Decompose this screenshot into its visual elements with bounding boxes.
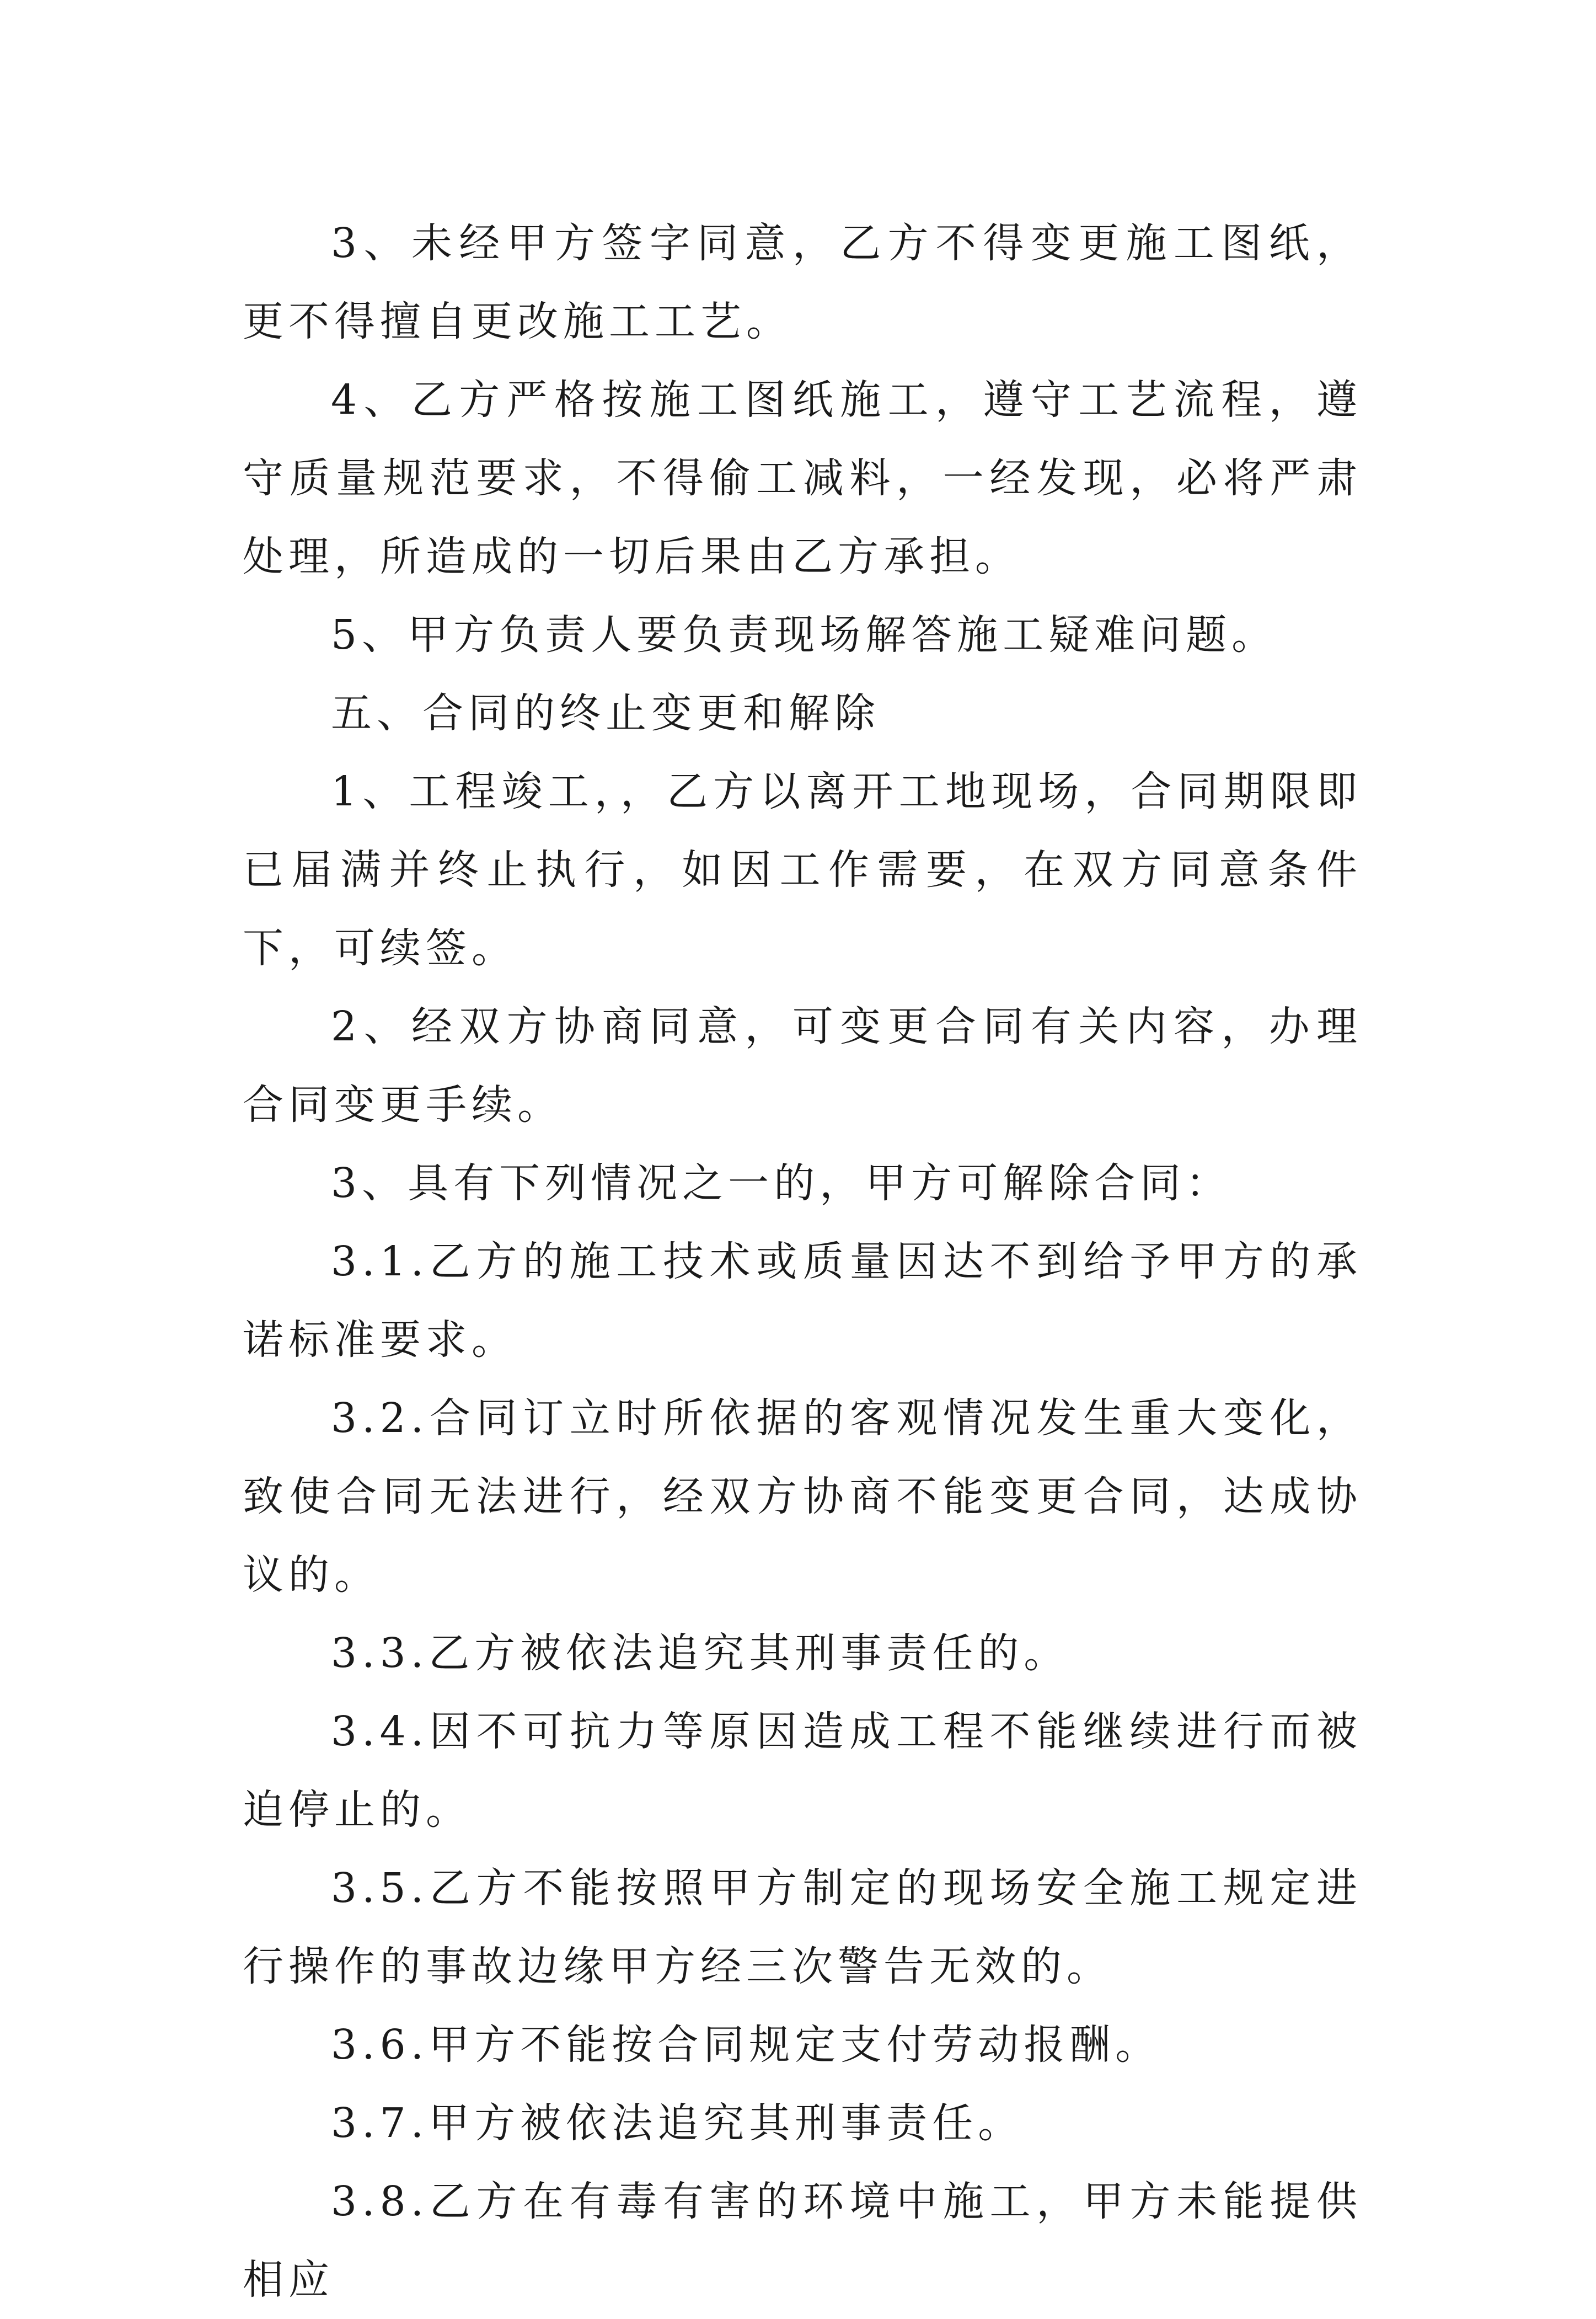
paragraph-clause-3-6: 3.6.甲方不能按合同规定支付劳动报酬。 (331, 2021, 1161, 2069)
paragraph-clause-3-5: 3.5.乙方不能按照甲方制定的现场安全施工规定进行操作的事故边缘甲方经三次警告无效的。 (243, 1864, 1362, 1990)
paragraph-clause-3-7: 3.7.甲方被依法追究其刑事责任。 (331, 2099, 1024, 2147)
paragraph-clause-3-4: 3.4.因不可抗力等原因造成工程不能继续进行而被迫停止的。 (243, 1708, 1362, 1834)
paragraph-clause-4-4: 4、乙方严格按施工图纸施工，遵守工艺流程，遵守质量规范要求，不得偷工减料，一经发现，必将严肃处理，所造成的一切后果由乙方承担。 (243, 376, 1362, 580)
document-body (243, 204, 1362, 2319)
paragraph-clause-3-2: 3.2.合同订立时所依据的客观情况发生重大变化，致使合同无法进行，经双方协商不能变更合同，达成协议的。 (243, 1394, 1362, 1599)
paragraph-clause-3-1: 3.1.乙方的施工技术或质量因达不到给予甲方的承诺标准要求。 (243, 1238, 1362, 1364)
paragraph-clause-3-8: 3.8.乙方在有毒有害的环境中施工，甲方未能提供相应 (243, 2178, 1362, 2304)
paragraph-clause-4-5: 5、甲方负责人要负责现场解答施工疑难问题。 (331, 611, 1278, 659)
paragraph-clause-5-1: 1、工程竣工，，乙方以离开工地现场，合同期限即已届满并终止执行，如因工作需要，在双方同意条件下，可续签。 (243, 768, 1362, 972)
paragraph-clause-3-3: 3.3.乙方被依法追究其刑事责任的。 (331, 1629, 1070, 1677)
paragraph-clause-5-2: 2、经双方协商同意，可变更合同有关内容，办理合同变更手续。 (243, 1003, 1362, 1129)
paragraph-clause-5-3: 3、具有下列情况之一的，甲方可解除合同： (331, 1160, 1232, 1207)
section-heading-5: 五、合同的终止变更和解除 (331, 690, 880, 737)
paragraph-clause-4-3: 3、未经甲方签字同意，乙方不得变更施工图纸，更不得擅自更改施工工艺。 (243, 220, 1362, 345)
